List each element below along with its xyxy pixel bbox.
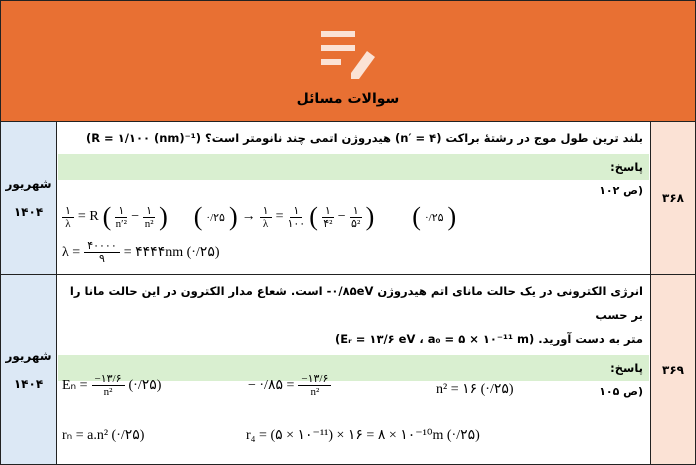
minus: − xyxy=(131,209,140,224)
frac-den: n² xyxy=(103,386,113,398)
page-reference: (ص ۱۰۵ xyxy=(599,385,643,398)
equation-radius-result: r₄ = (۵ × ۱۰⁻¹¹) × ۱۶ = ۸ × ۱۰⁻¹⁰m (·/۲۵) xyxy=(246,428,480,443)
frac-den: λ xyxy=(262,217,269,230)
frac-den: λ xyxy=(65,217,71,230)
question-text-line1: انرژی الکترونی در یک حالت مانای اتم هیدروژن ‎-۰/۸۵eV‎ است. شعاع مدار الکترون در این حالت مانا را بر حسب xyxy=(69,284,643,322)
question-number: ۳۶۹ xyxy=(650,275,695,464)
frac-num: ۱ xyxy=(290,205,302,218)
page-reference: (ص ۱۰۲ xyxy=(599,184,643,197)
eq-result: = ۴۴۴۴nm (·/۲۵) xyxy=(123,245,220,260)
frac-den: n² xyxy=(310,386,320,398)
date-cell xyxy=(1,275,57,464)
frac-num: ۴۰۰۰۰ xyxy=(84,240,120,253)
frac-den: n′² xyxy=(115,217,127,230)
equation-n-squared: n² = ۱۶ (·/۲۵) xyxy=(436,382,514,397)
question-text-line2: متر به دست آورید. (Eᵣ = ۱۳/۶ eV ، a₀ = ۵ × ۱۰⁻¹¹ m) xyxy=(335,332,643,346)
frac-num: −۱۳/۶ xyxy=(298,373,331,386)
frac-den: ۵² xyxy=(351,217,361,230)
eq-lhs: λ = xyxy=(62,244,81,260)
frac-den: ۹ xyxy=(99,253,105,265)
question-content xyxy=(58,122,649,274)
question-content xyxy=(58,275,649,464)
equation-substitution xyxy=(248,373,331,398)
eq-sign: = xyxy=(275,209,284,224)
equation-radius: rₙ = a.n² (·/۲۵) xyxy=(62,428,145,443)
equation-rydberg: $\frac{۱}{\lambda}$ = R ( $\frac{۱}{\text{n′²}}$ − $\frac{۱}{\text{n²}}$ ) ( ·/۲۵ ) → $\frac{۱}{\lambda}$ = $\frac{۱}{۱۰۰}$ ( $\frac{۱}{\text{۴²}}$ − $\frac{۱}{\text{۵²}}$ ) ( ·/۲۵ ) xyxy=(62,202,456,232)
score: ·/۲۵ xyxy=(206,211,225,224)
frac-num: ۱ xyxy=(260,205,272,218)
frac-num: ۱ xyxy=(143,205,155,218)
question-number: ۳۶۸ xyxy=(650,122,695,274)
frac-den: n² xyxy=(144,217,154,230)
frac-den: ۴² xyxy=(323,217,333,230)
section-title: سوالات مسائل xyxy=(296,91,400,107)
equation-lambda xyxy=(62,240,220,265)
eq-lhs: − ·/۸۵ = xyxy=(248,378,295,393)
date-month: شهریور xyxy=(5,177,52,191)
frac-num: ۱ xyxy=(62,205,74,218)
question-row xyxy=(0,122,696,275)
eq-sign: = R xyxy=(77,209,99,224)
eq-lhs: Eₙ = xyxy=(62,378,88,393)
date-month: شهریور xyxy=(5,348,52,363)
frac-num: ۱ xyxy=(322,205,334,218)
frac-num: ۱ xyxy=(115,205,127,218)
score: ·/۲۵ xyxy=(424,211,444,224)
date-year: ۱۴۰۴ xyxy=(13,205,44,219)
question-row xyxy=(0,275,696,465)
equation-energy xyxy=(62,373,161,398)
section-header xyxy=(0,0,696,122)
frac-num: ۱ xyxy=(350,205,362,218)
frac-den: ۱۰۰ xyxy=(287,217,306,230)
answer-label: پاسخ: xyxy=(58,355,649,381)
date-cell xyxy=(1,122,57,274)
frac-num: −۱۳/۶ xyxy=(92,373,125,386)
score: (·/۲۵) xyxy=(128,378,162,393)
answer-label: پاسخ: xyxy=(58,154,649,180)
date-year: ۱۴۰۴ xyxy=(13,376,44,391)
question-text: بلند ترین طول موج در رشتهٔ براکت (n′ = ۴) هیدروژن اتمی چند نانومتر است؟ (R = ۱/۱۰۰ (nm)⁻¹) xyxy=(85,131,643,145)
edit-notes-icon xyxy=(319,29,381,79)
arrow: → xyxy=(241,209,256,224)
